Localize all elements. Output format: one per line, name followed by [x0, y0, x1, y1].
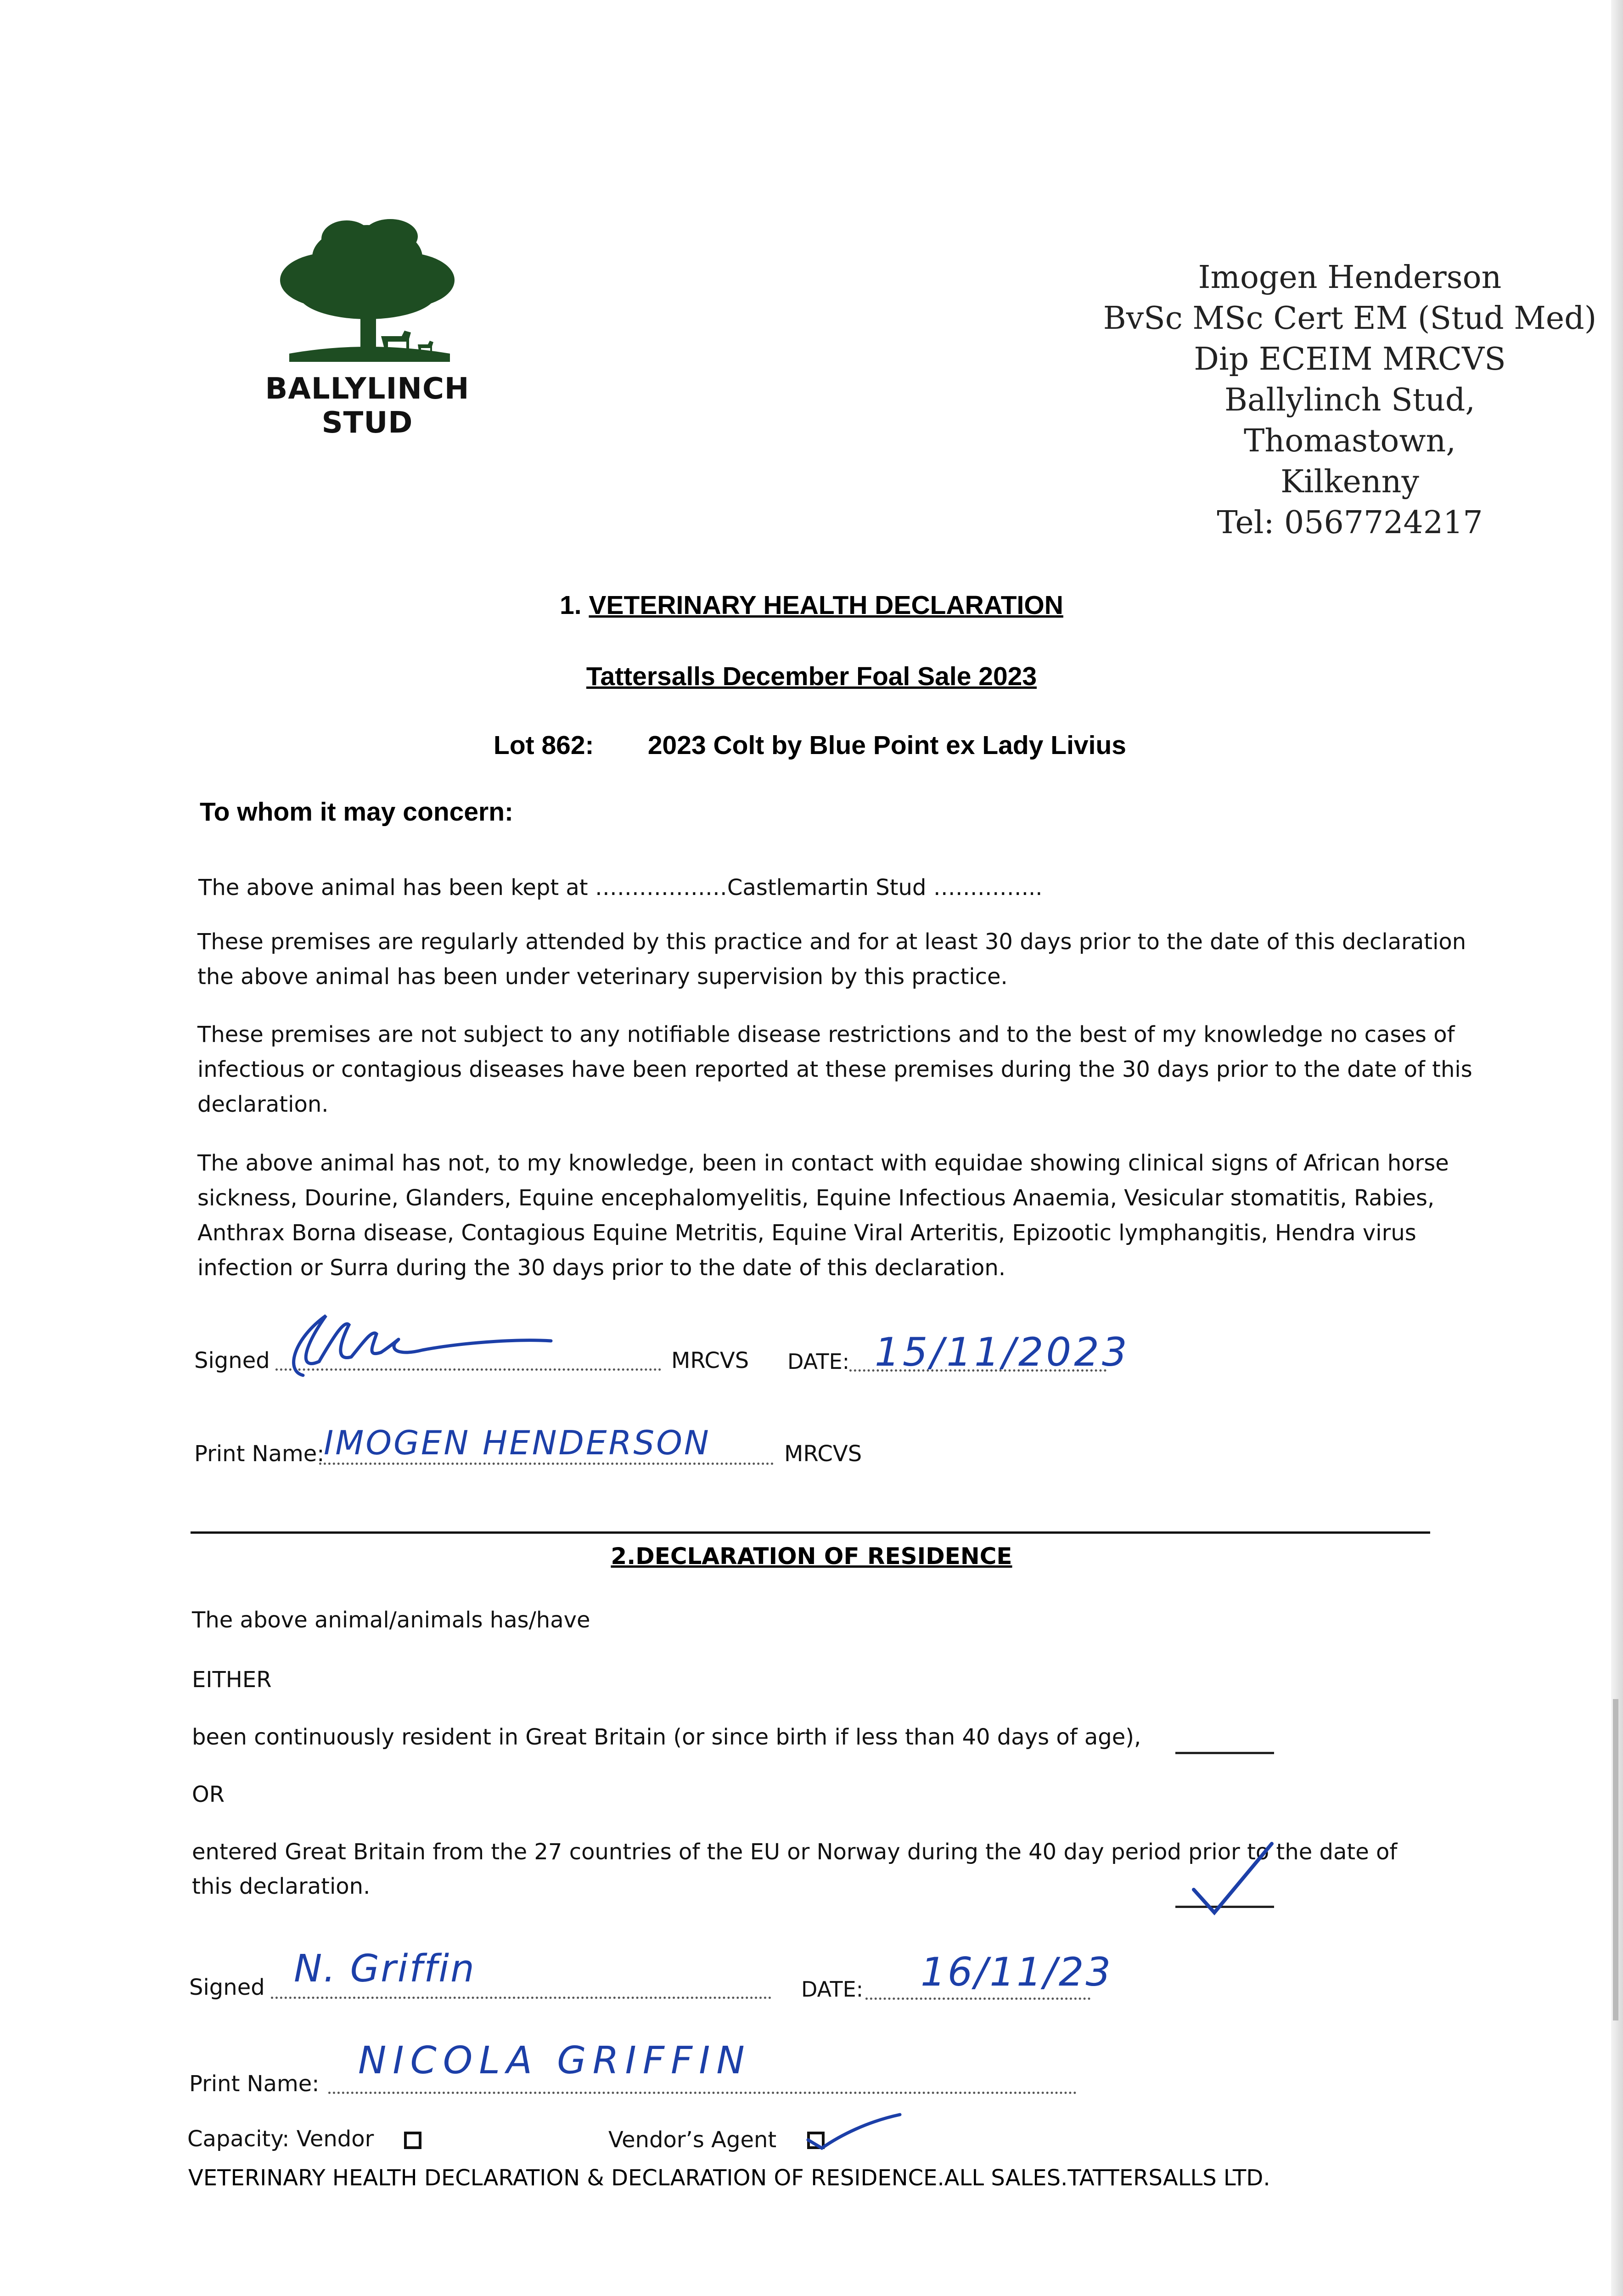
mrcvs-label: MRCVS	[671, 1348, 749, 1373]
or-label: OR	[192, 1782, 225, 1807]
ballylinch-logo	[257, 216, 477, 440]
section2-title: 2.DECLARATION OF RESIDENCE	[611, 1543, 1012, 1570]
tree-icon	[257, 216, 477, 372]
practice-address	[1102, 257, 1598, 543]
footer-text: VETERINARY HEALTH DECLARATION & DECLARATION OF RESIDENCE.ALL SALES.TATTERSALLS LTD.	[188, 2165, 1270, 2191]
address-line: BvSc MSc Cert EM (Stud Med)	[1103, 300, 1597, 337]
mrcvs-label: MRCVS	[784, 1441, 862, 1467]
kept-at-dots: ………………	[595, 875, 727, 900]
signature-scribble-1	[275, 1306, 560, 1384]
print-name-handwritten-2: NICOLA GRIFFIN	[358, 2039, 751, 2082]
print-name-field-1[interactable]	[319, 1463, 774, 1465]
print-name-label: Print Name:	[189, 2071, 320, 2097]
signed-label: Signed	[189, 1975, 265, 2000]
date-handwritten-2: 16/11/23	[921, 1949, 1113, 1995]
tick-mark-icon	[1189, 1839, 1281, 1917]
paragraph-restrictions: These premises are not subject to any notifiable disease restrictions and to the best of my knowledge no cases of infectious or contagious diseases have been reported at these premises during the 30 days prior to the date of this declaration.	[197, 1022, 1472, 1117]
address-line: Thomastown,	[1244, 423, 1456, 459]
lot-line	[494, 730, 1126, 760]
section-divider	[191, 1531, 1430, 1534]
option-resident: been continuously resident in Great Britain (or since birth if less than 40 days of age),	[192, 1724, 1141, 1750]
print-name-handwritten-1: IMOGEN HENDERSON	[324, 1424, 711, 1462]
sale-title: Tattersalls December Foal Sale 2023	[586, 662, 1037, 691]
paragraph-diseases: The above animal has not, to my knowledge, been in contact with equidae showing clinical signs of African horse sickness, Dourine, Glanders, Equine encephalomyelitis, Equine Infectious Anaemia, Vesicular stomatitis, Rabies, Anthrax Borna disease, Contagious Equine Metritis, Equine Viral Arteritis, Epizootic lymphangitis, Hendra virus infection or Surra during the 30 days prior to the date of this declaration.	[197, 1150, 1449, 1281]
residence-intro: The above animal/animals has/have	[192, 1607, 590, 1633]
print-name-field-2[interactable]	[328, 2092, 1077, 2094]
vendors-agent-label: Vendor’s Agent	[608, 2127, 777, 2153]
logo-text-line1: BALLYLINCH	[265, 372, 470, 406]
logo-text-line2: STUD	[321, 406, 413, 440]
address-line: Kilkenny	[1280, 464, 1419, 500]
section1-title: VETERINARY HEALTH DECLARATION	[589, 591, 1063, 620]
address-line: Tel: 0567724217	[1217, 505, 1483, 541]
date-label: DATE:	[787, 1349, 850, 1374]
kept-at-dots: …………...	[926, 875, 1043, 900]
either-label: EITHER	[192, 1667, 272, 1693]
vendor-checkbox[interactable]	[404, 2132, 421, 2149]
option-entered-line1: entered Great Britain from the 27 countries of the EU or Norway during the 40 day period prior to the date of	[192, 1839, 1398, 1865]
date-handwritten-1: 15/11/2023	[875, 1329, 1130, 1375]
kept-at-value: Castlemartin Stud	[727, 875, 927, 900]
capacity-vendor-label: Capacity: Vendor	[187, 2126, 374, 2152]
option-entered-line2: this declaration.	[192, 1874, 371, 1899]
lot-description: 2023 Colt by Blue Point ex Lady Livius	[647, 731, 1126, 760]
date-label: DATE:	[801, 1977, 864, 2002]
address-line: Dip ECEIM MRCVS	[1194, 341, 1506, 377]
signature-field-2[interactable]	[271, 1997, 771, 1999]
salutation: To whom it may concern:	[200, 797, 514, 827]
section1-number: 1.	[560, 591, 582, 620]
print-name-label: Print Name:	[194, 1441, 325, 1467]
section1-heading	[0, 590, 1623, 620]
signature-handwritten-2: N. Griffin	[294, 1947, 476, 1991]
option-resident-checkfield[interactable]	[1175, 1752, 1274, 1754]
address-line: Ballylinch Stud,	[1224, 382, 1476, 418]
kept-at-line	[198, 875, 1042, 900]
signed-label: Signed	[194, 1348, 270, 1373]
address-line: Imogen Henderson	[1198, 259, 1502, 296]
lot-label: Lot 862:	[494, 731, 594, 760]
check-mark-icon	[803, 2108, 904, 2158]
scan-edge-mark	[1613, 1699, 1618, 2020]
kept-at-prefix: The above animal has been kept at	[198, 875, 595, 900]
paragraph-supervision: These premises are regularly attended by this practice and for at least 30 days prior to the date of this declaration the above animal has been under veterinary supervision by this practice.	[197, 929, 1466, 990]
date-field-2[interactable]	[865, 1998, 1090, 2000]
